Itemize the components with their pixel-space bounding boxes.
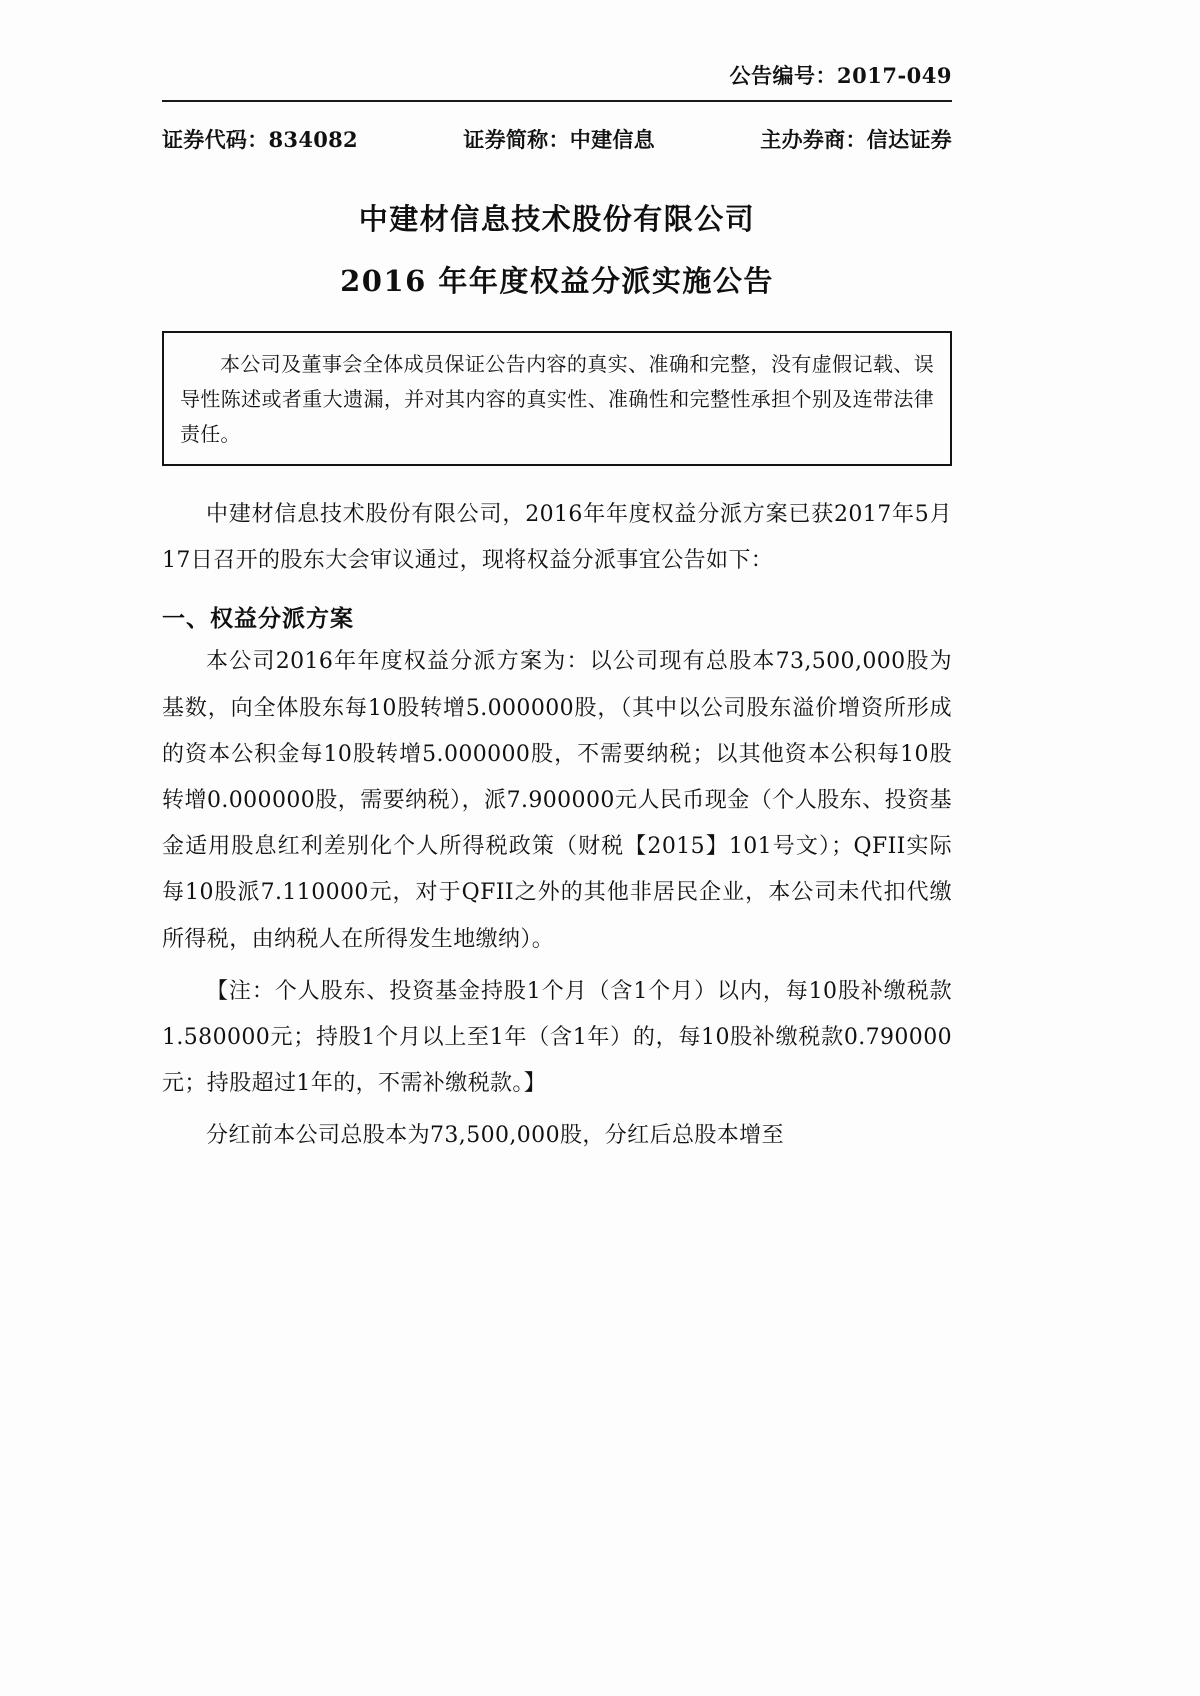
- disclaimer-text: 本公司及董事会全体成员保证公告内容的真实、准确和完整，没有虚假记载、误导性陈述或者重大遗漏，并对其内容的真实性、准确性和完整性承担个别及连带法律责任。: [180, 352, 934, 446]
- security-info-row: [162, 124, 952, 154]
- section-heading-1: 一、权益分派方案: [162, 605, 354, 633]
- tax-note-paragraph: 【注：个人股东、投资基金持股1个月（含1个月）以内，每10股补缴税款1.580000元；持股1个月以上至1年（含1年）的，每10股补缴税款0.790000元；持股超过1年的，不需补缴税款。】: [162, 978, 952, 1097]
- document-title: 2016 年年度权益分派实施公告: [340, 263, 774, 298]
- announcement-number: 公告编号：2017-049: [729, 63, 952, 88]
- share-capital-paragraph: 分红前本公司总股本为73,500,000股，分红后总股本增至: [206, 1123, 784, 1149]
- sponsor-broker: 主办券商：信达证券: [760, 127, 952, 152]
- company-title: 中建材信息技术股份有限公司: [358, 202, 756, 236]
- document-content: [162, 60, 952, 1161]
- security-name: 证券简称：中建信息: [463, 127, 655, 152]
- distribution-plan-paragraph: 本公司2016年年度权益分派方案为：以公司现有总股本73,500,000股为基数，向全体股东每10股转增5.000000股，（其中以公司股东溢价增资所形成的资本公积金每10股转增5.000000股，不需要纳税；以其他资本公积每10股转增0.000000股，需要纳税），派7.900000元人民币现金（个人股东、投资基金适用股息红利差别化个人所得税政策（财税【2015】101号文）；QFII实际每10股派7.110000元，对于QFII之外的其他非居民企业，本公司未代扣代缴所得税，由纳税人在所得发生地缴纳）。: [162, 649, 952, 952]
- security-code: 证券代码：834082: [162, 127, 358, 152]
- header-divider: [162, 100, 952, 102]
- intro-paragraph: 中建材信息技术股份有限公司，2016年年度权益分派方案已获2017年5月17日召开的股东大会审议通过，现将权益分派事宜公告如下：: [162, 502, 952, 574]
- disclaimer-box: [162, 331, 952, 466]
